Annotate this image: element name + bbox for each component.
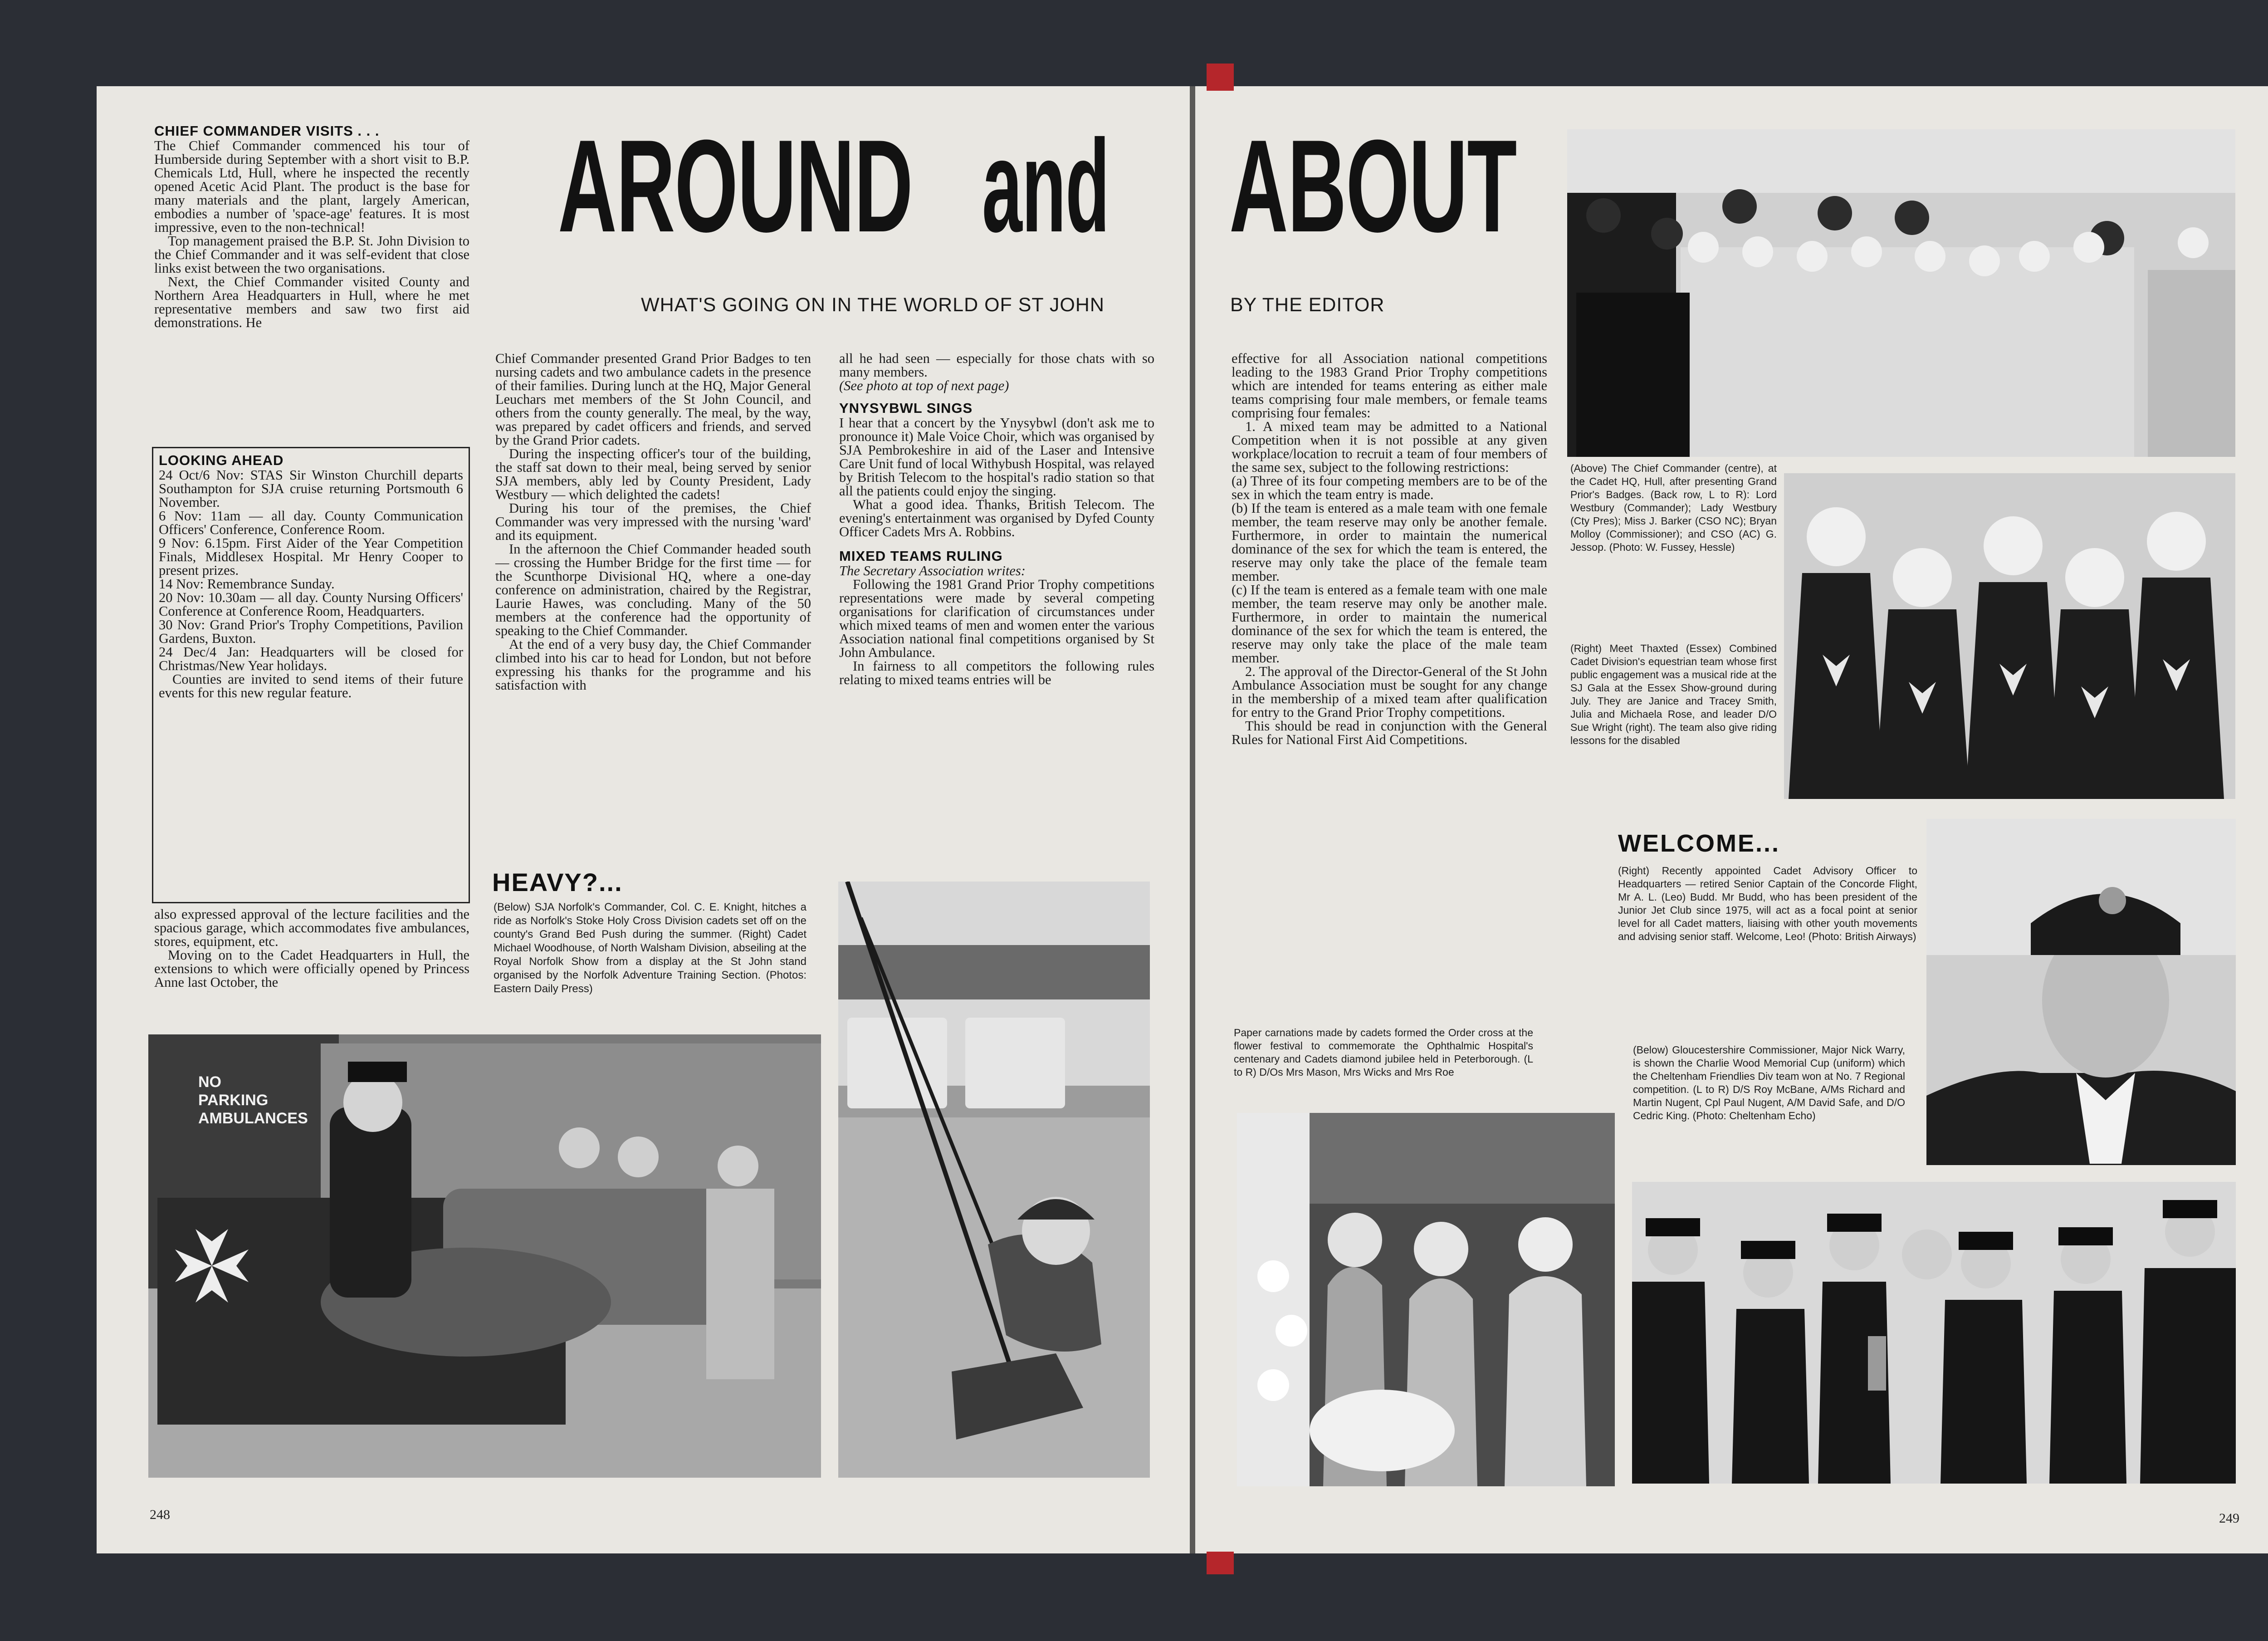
chief-para-3: Next, the Chief Commander visited County and Northern Area Headquarters in Hull, where he met representative members and saw two first aid demonstrations. He (154, 274, 469, 330)
rules-para-6: 2. The approval of the Director-General of the St John Ambulance Association must be sought for any change in the membership of a mixed team after qualification for entry to the Grand Prior Trophy competitions. (1232, 664, 1547, 720)
title-around: AROUND (558, 113, 913, 260)
mixed-byline: The Secretary Association writes: (839, 563, 1026, 578)
equestrian-team-photo (1784, 473, 2235, 799)
looking-ahead-box (152, 447, 470, 903)
flower-festival-photo (1237, 1113, 1615, 1486)
mixed-para-2: In fairness to all competitors the following rules relating to mixed teams entries will be (839, 658, 1154, 687)
looking-item-8: Counties are invited to send items of their future events for this new regular feature. (159, 671, 463, 700)
looking-item-4: 14 Nov: Remembrance Sunday. (159, 576, 335, 592)
caption-gloucestershire: (Below) Gloucestershire Commissioner, Major Nick Warry, is shown the Charlie Wood Memorial Cup (uniform) which the Cheltenham Friendlies Div team won at No. 7 Regional competition. (L to R) D/S Roy McBane, A/Ms Richard and Martin Nugent, Cpl Paul Nugent, A/M David Safe, and D/O Cedric King. (Photo: Cheltenham Echo) (1633, 1044, 1905, 1122)
rules-para-7: This should be read in conjunction with the General Rules for National First Aid Competitions. (1232, 718, 1547, 747)
middle-column (495, 352, 811, 692)
cheltenham-team-photo (1632, 1182, 2236, 1484)
looking-item-2: 6 Nov: 11am — all day. County Communication Officers' Conference, Conference Room. (159, 508, 463, 537)
chief-continued (154, 907, 469, 989)
middle-para-1: Chief Commander presented Grand Prior Badges to ten nursing cadets and two ambulance cadets in the presence of their families. During lunch at the HQ, Major General Leuchars met members of the St John Council, and others from the county generally. The meal, by the way, was prepared by cadet officers and friends, and served by the Grand Prior cadets. (495, 351, 811, 448)
rules-para-5: (c) If the team is entered as a female team with one male member, the team reserve may only be another male. Furthermore, in order to maintain the numerical dominance of the sex for which the team is entered, the reserve may only take the place of the male team member. (1232, 582, 1547, 666)
caption-above: (Above) The Chief Commander (centre), at the Cadet HQ, Hull, after presenting Grand Prior's Badges. (Back row, L to R): Lord Westbury (Commander); Lady Westbury (Cty Pres); Miss J. Barker (CSO NC); Bryan Molloy (Commissioner); and CSO (AC) G. Jessop. (Photo: W. Fussey, Hessle) (1570, 462, 1777, 553)
title-and: and (982, 113, 1110, 260)
mixed-heading: MIXED TEAMS RULING (839, 548, 1003, 564)
subtitle-right: BY THE EDITOR (1230, 294, 1385, 316)
looking-item-6: 30 Nov: Grand Prior's Trophy Competitions, Pavilion Gardens, Buxton. (159, 617, 463, 646)
chief-heading: CHIEF COMMANDER VISITS . . . (154, 123, 380, 139)
rules-para-4: (b) If the team is entered as a male team with one female member, the team reserve may only be another female. Furthermore, in order to maintain the numerical dominance of the sex for which the team is entered, the reserve may only take the place of the female team member. (1232, 500, 1547, 584)
abseiling-photo (838, 882, 1150, 1478)
maltese-cross-icon (171, 1225, 253, 1307)
looking-item-7: 24 Dec/4 Jan: Headquarters will be closed for Christmas/New Year holidays. (159, 644, 463, 673)
no-parking-sign: NO PARKING AMBULANCES (198, 1073, 308, 1127)
see-photo-note: (See photo at top of next page) (839, 378, 1009, 393)
looking-item-3: 9 Nov: 6.15pm. First Aider of the Year Competition Finals, Middlesex Hospital. Mr Henry Cooper to present prizes. (159, 535, 463, 578)
binding-tab-bottom (1207, 1552, 1234, 1574)
ynys-lead: all he had seen — especially for those chats with so many members. (839, 351, 1154, 380)
heavy-caption: (Below) SJA Norfolk's Commander, Col. C. E. Knight, hitches a ride as Norfolk's Stoke Holy Cross Division cadets set off on the county's Grand Bed Push during the summer. (Right) Cadet Michael Woodhouse, of North Walsham Division, abseiling at the Royal Norfolk Show from a display at the St John stand organised by the Norfolk Adventure Training Section. (Photos: Eastern Daily Press) (494, 901, 807, 995)
subtitle-left: WHAT'S GOING ON IN THE WORLD OF ST JOHN (641, 294, 1105, 316)
cont-para-1: also expressed approval of the lecture facilities and the spacious garage, which accommodates five ambulances, stores, equipment, etc. (154, 906, 469, 949)
looking-item-1: 24 Oct/6 Nov: STAS Sir Winston Churchill departs Southampton for SJA cruise returning Portsmouth 6 November. (159, 467, 463, 510)
heavy-heading: HEAVY?... (492, 868, 623, 896)
welcome-heading: WELCOME... (1618, 830, 1780, 857)
mixed-para-1: Following the 1981 Grand Prior Trophy competitions representations were made by several competing organisations for clarification of circumstances under which mixed teams of men and women enter the various Association national final competitions organised by St John Ambulance. (839, 577, 1154, 660)
ynys-heading: YNYSYBWL SINGS (839, 400, 973, 416)
bed-push-photo (148, 1034, 821, 1478)
leo-budd-portrait (1926, 819, 2236, 1165)
title-about: ABOUT (1229, 113, 1517, 260)
mixed-teams-rules (1232, 352, 1547, 746)
cadet-hq-group-photo (1567, 129, 2235, 457)
cont-para-2: Moving on to the Cadet Headquarters in Hull, the extensions to which were officially opened by Princess Anne last October, the (154, 947, 469, 990)
ynys-para-2: What a good idea. Thanks, British Telecom. The evening's entertainment was organised by Dyfed County Officer Cadets Mrs A. Robbins. (839, 497, 1154, 539)
welcome-caption: (Right) Recently appointed Cadet Advisory Officer to Headquarters — retired Senior Captain of the Concorde Flight, Mr A. L. (Leo) Budd. Mr Budd, who has been president of the Junior Jet Club since 1975, will act as a focal point at senior level for all Cadet matters, liaising with other youth movements and advising senior staff. Welcome, Leo! (Photo: British Airways) (1618, 865, 1917, 942)
chief-para-2: Top management praised the B.P. St. John Division to the Chief Commander and it was self-evident that close links exist between the two organisations. (154, 233, 469, 276)
middle-para-5: At the end of a very busy day, the Chief Commander climbed into his car to head for London, but not before expressing his thanks for the programme and his satisfaction with (495, 637, 811, 693)
right-column-left-page (839, 352, 1154, 686)
chief-commander-story (154, 123, 469, 329)
rules-para-1: effective for all Association national competitions leading to the 1983 Grand Prior Trophy competitions which are intended for teams entering as either male teams comprising four male members, or female teams comprising four females: (1232, 351, 1547, 421)
caption-thaxted: (Right) Meet Thaxted (Essex) Combined Cadet Division's equestrian team whose first public engagement was a musical ride at the SJ Gala at the Essex Show-ground during July. They are Janice and Tracey Smith, Julia and Michaela Rose, and leader D/O Sue Wright (right). The team also give riding lessons for the disabled (1570, 642, 1777, 746)
binding-tab-top (1207, 64, 1234, 91)
ynys-para-1: I hear that a concert by the Ynysybwl (don't ask me to pronounce it) Male Voice Choir, which was organised by SJA Pembrokeshire in aid of the Laser and Intensive Care Unit fund of local Withybush Hospital, was relayed by British Telecom to the hospital's radio station so that all the patients could enjoy the singing. (839, 415, 1154, 499)
spine (1190, 86, 1195, 1553)
page-number-right: 249 (2219, 1511, 2239, 1526)
caption-carnations: Paper carnations made by cadets formed the Order cross at the flower festival to commemorate the Ophthalmic Hospital's centenary and Cadets diamond jubilee held in Peterborough. (L to R) D/Os Mrs Mason, Mrs Wicks and Mrs Roe (1234, 1027, 1533, 1078)
middle-para-2: During the inspecting officer's tour of the building, the staff sat down to their meal, being served by senior SJA members, ably led by County President, Lady Westbury — which delighted the cadets! (495, 446, 811, 502)
looking-heading: LOOKING AHEAD (159, 452, 284, 468)
rules-para-3: (a) Three of its four competing members are to be of the sex in which the team entry is made. (1232, 473, 1547, 502)
middle-para-3: During his tour of the premises, the Chief Commander was very impressed with the nursing 'ward' and its equipment. (495, 500, 811, 543)
middle-para-4: In the afternoon the Chief Commander headed south — crossing the Humber Bridge for the first time — for the Scunthorpe Divisional HQ, where a one-day conference on administration, chaired by the Registrar, Laurie Hawes, was concluding. Many of the 50 members at the conference had the opportunity of speaking to the Chief Commander. (495, 541, 811, 638)
looking-item-5: 20 Nov: 10.30am — all day. County Nursing Officers' Conference at Conference Room, Headquarters. (159, 590, 463, 619)
rules-para-2: 1. A mixed team may be admitted to a National Competition when it is not possible at any given workplace/location to recruit a team of four members of the same sex, subject to the following restrictions: (1232, 419, 1547, 475)
page-number-left: 248 (150, 1507, 170, 1522)
chief-para-1: The Chief Commander commenced his tour of Humberside during September with a short visit to B.P. Chemicals Ltd, Hull, where he inspected the recently opened Acetic Acid Plant. The product is the base for many materials and the plant, largely American, embodies a number of 'space-age' features. It is most impressive, even to the non-technical! (154, 138, 469, 235)
